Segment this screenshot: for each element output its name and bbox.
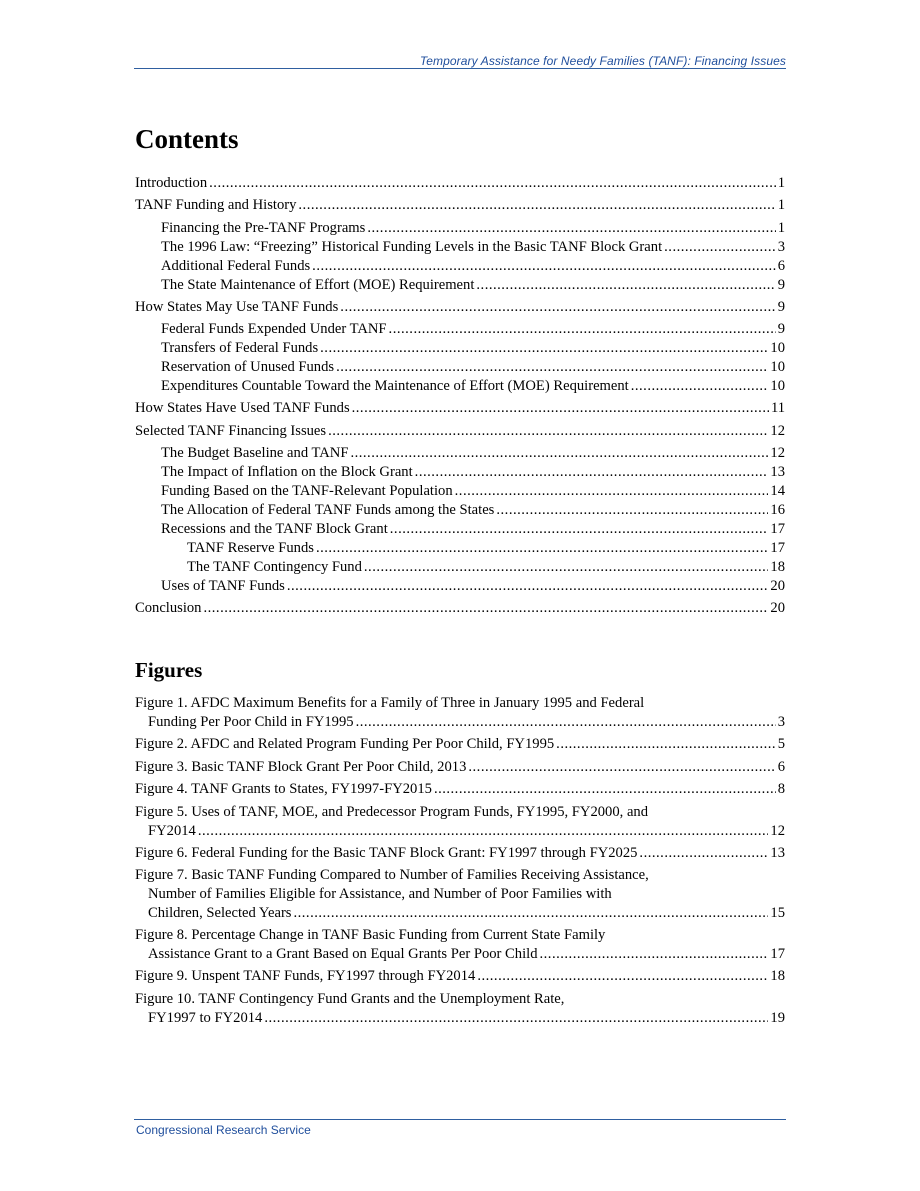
toc-entry[interactable] [135,257,785,276]
toc-entry-page: 20 [770,600,785,616]
toc-entry-page: 1 [777,175,785,191]
toc-entry-label: TANF Reserve Funds [187,540,314,556]
toc-entry-page: 1 [777,220,785,236]
running-header [134,54,786,69]
toc-entry-page: 18 [770,559,785,575]
figure-entry-line[interactable]: Figure 8. Percentage Change in TANF Basic Funding from Current State Family [135,927,606,943]
toc-entry-label: TANF Funding and History [135,197,297,213]
figure-entry-page: 18 [770,968,785,984]
figure-entry-label: Figure 4. TANF Grants to States, FY1997-FY2015 [135,781,432,797]
toc-entry-page: 16 [770,502,785,518]
figure-entry-line[interactable]: Figure 5. Uses of TANF, MOE, and Predecessor Program Funds, FY1995, FY2000, and [135,804,649,820]
figure-entry-page: 17 [770,946,785,962]
toc-entry-page: 12 [770,445,785,461]
footer-text: Congressional Research Service [136,1123,311,1137]
toc-entry-page: 1 [777,197,785,213]
toc-entry-label: Federal Funds Expended Under TANF [161,321,387,337]
toc-entry-page: 3 [777,239,785,255]
figure-entry-page: 15 [770,905,785,921]
toc-entry[interactable] [135,501,785,520]
toc-entry-page: 11 [770,400,785,416]
toc-entry-page: 9 [777,299,785,315]
figure-entry-label: Figure 3. Basic TANF Block Grant Per Poor Child, 2013 [135,759,467,775]
toc-entry-label: Reservation of Unused Funds [161,359,335,375]
figure-entry[interactable] [135,758,785,777]
toc-entry[interactable] [135,339,785,358]
toc-entry[interactable] [135,422,785,441]
toc-entry[interactable] [135,577,785,596]
toc-entry-label: How States May Use TANF Funds [135,299,339,315]
toc-entry[interactable] [135,599,785,618]
toc-entry-label: Uses of TANF Funds [161,578,285,594]
toc-entry[interactable] [135,196,785,215]
figure-entry[interactable] [135,780,785,799]
figure-entry-label: FY1997 to FY2014 [148,1010,263,1026]
toc-entry-label: Recessions and the TANF Block Grant [161,521,388,537]
toc-entry-label: The TANF Contingency Fund [187,559,362,575]
toc-entry-label: Conclusion [135,600,202,616]
toc-entry-label: Introduction [135,175,208,191]
toc-entry-page: 10 [770,340,785,356]
toc-entry-label: The 1996 Law: “Freezing” Historical Funding Levels in the Basic TANF Block Grant [161,239,663,255]
toc-entry-page: 12 [770,423,785,439]
figure-entry-label: FY2014 [148,823,196,839]
figure-entry-line[interactable]: Figure 7. Basic TANF Funding Compared to Number of Families Receiving Assistance, [135,867,649,883]
toc-entry[interactable] [135,558,785,577]
figures-heading: Figures [135,658,203,682]
toc-entry-label: Expenditures Countable Toward the Maintenance of Effort (MOE) Requirement [161,378,629,394]
figure-entry-page: 19 [770,1010,785,1026]
figure-entry-page: 6 [777,759,785,775]
figure-entry[interactable] [135,713,785,732]
figure-entry-page: 13 [770,845,785,861]
toc-entry[interactable] [135,358,785,377]
toc-entry[interactable] [135,444,785,463]
figure-entry-line[interactable]: Figure 1. AFDC Maximum Benefits for a Family of Three in January 1995 and Federal [135,695,645,711]
toc-entry-label: Financing the Pre-TANF Programs [161,220,366,236]
figure-entry-label: Assistance Grant to a Grant Based on Equal Grants Per Poor Child [148,946,538,962]
toc-entry-page: 10 [770,359,785,375]
toc-entry-label: Transfers of Federal Funds [161,340,319,356]
figure-entry-page: 12 [770,823,785,839]
toc-entry[interactable] [135,377,785,396]
toc-entry-page: 17 [770,540,785,556]
figure-entry-label: Children, Selected Years [148,905,292,921]
toc-entry[interactable] [135,482,785,501]
toc-entry-page: 17 [770,521,785,537]
toc-entry-label: Funding Based on the TANF-Relevant Population [161,483,453,499]
toc-entry[interactable] [135,219,785,238]
toc-entry[interactable] [135,539,785,558]
figure-entry[interactable] [135,844,785,863]
toc-entry-label: Additional Federal Funds [161,258,311,274]
toc-entry-page: 14 [770,483,785,499]
toc-entry-label: The Allocation of Federal TANF Funds among the States [161,502,495,518]
figure-entry[interactable] [135,967,785,986]
toc-entry-label: Selected TANF Financing Issues [135,423,327,439]
toc-entry-page: 13 [770,464,785,480]
toc-entry-label: How States Have Used TANF Funds [135,400,350,416]
figure-entry-label: Funding Per Poor Child in FY1995 [148,714,354,730]
toc-entry[interactable] [135,238,785,257]
toc-entry-label: The Impact of Inflation on the Block Grant [161,464,413,480]
figure-entry[interactable] [135,904,785,923]
toc-entry-page: 9 [777,321,785,337]
toc-entry[interactable] [135,463,785,482]
toc-entry-page: 6 [777,258,785,274]
figure-entry-page: 5 [777,736,785,752]
figure-entry[interactable] [135,822,785,841]
figure-entry[interactable] [135,735,785,754]
contents-heading: Contents [135,124,239,154]
figure-entry-label: Figure 2. AFDC and Related Program Funding Per Poor Child, FY1995 [135,736,555,752]
toc-entry-label: The Budget Baseline and TANF [161,445,349,461]
figure-entry[interactable] [135,945,785,964]
toc-entry[interactable] [135,174,785,193]
toc-entry-page: 20 [770,578,785,594]
figure-entry[interactable] [135,1009,785,1028]
figure-entry-label: Figure 6. Federal Funding for the Basic TANF Block Grant: FY1997 through FY2025 [135,845,638,861]
toc-entry-page: 9 [777,277,785,293]
toc-entry[interactable] [135,320,785,339]
toc-entry[interactable] [135,276,785,295]
toc-entry[interactable] [135,520,785,539]
figure-entry-line[interactable]: Number of Families Eligible for Assistance, and Number of Poor Families with [148,886,612,902]
toc-entry[interactable] [135,399,785,418]
page-footer [134,1119,786,1137]
figure-entry-page: 8 [777,781,785,797]
toc-entry[interactable] [135,298,785,317]
figure-entry-label: Figure 9. Unspent TANF Funds, FY1997 through FY2014 [135,968,476,984]
figure-entry-page: 3 [777,714,785,730]
toc-entry-label: The State Maintenance of Effort (MOE) Requirement [161,277,475,293]
figure-entry-line[interactable]: Figure 10. TANF Contingency Fund Grants and the Unemployment Rate, [135,991,565,1007]
running-header-title: Temporary Assistance for Needy Families (TANF): Financing Issues [419,54,786,68]
toc-entry-page: 10 [770,378,785,394]
